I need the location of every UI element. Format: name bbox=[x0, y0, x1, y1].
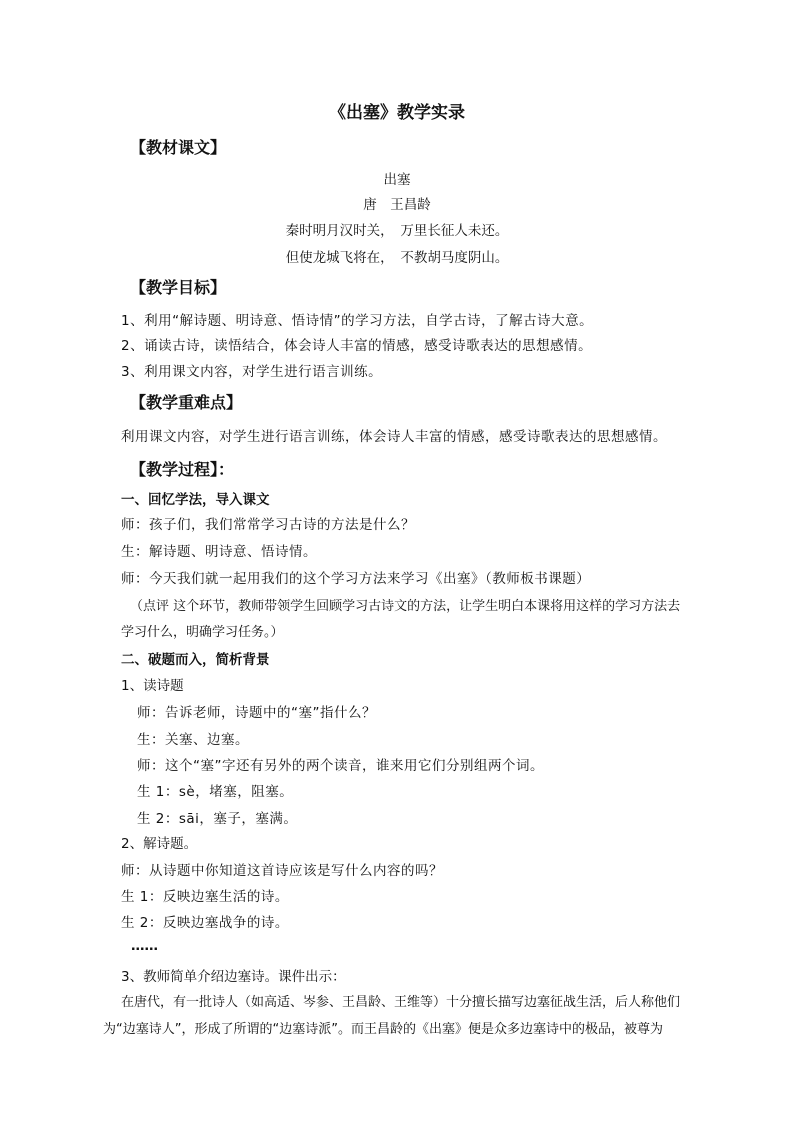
commentary-line: 学习什么，明确学习任务。） bbox=[121, 625, 284, 640]
dialogue-line: 生 1：反映边塞生活的诗。 bbox=[121, 889, 289, 905]
section-heading-key-points: 【教学重难点】 bbox=[130, 393, 243, 412]
dialogue-line: 生 2：反映边塞战争的诗。 bbox=[121, 915, 289, 931]
dialogue-line: 师：这个“塞”字还有另外的两个读音，谁来用它们分别组两个词。 bbox=[137, 758, 544, 774]
goal-item-3: 3、利用课文内容，对学生进行语言训练。 bbox=[121, 364, 383, 380]
dialogue-line: 师：孩子们，我们常常学习古诗的方法是什么？ bbox=[121, 517, 415, 533]
dialogue-line: 生 2：sāi，塞子，塞满。 bbox=[137, 811, 298, 827]
step-heading: 2、解诗题。 bbox=[121, 836, 198, 852]
document-title: 《出塞》教学实录 bbox=[329, 103, 465, 123]
dialogue-line: 生 1：sè，堵塞，阻塞。 bbox=[137, 784, 294, 800]
dialogue-line: 生：关塞、边塞。 bbox=[137, 732, 249, 748]
section-heading-process: 【教学过程】： bbox=[130, 460, 235, 479]
poem-title: 出塞 bbox=[383, 172, 411, 188]
dialogue-line: 生：解诗题、明诗意、悟诗情。 bbox=[121, 544, 317, 560]
part-heading-2: 二、破题而入，简析背景 bbox=[121, 652, 270, 668]
section-heading-textbook: 【教材课文】 bbox=[130, 138, 227, 157]
key-point-text: 利用课文内容，对学生进行语言训练，体会诗人丰富的情感，感受诗歌表达的思想感情。 bbox=[121, 429, 667, 445]
dialogue-line: 师：从诗题中你知道这首诗应该是写什么内容的吗？ bbox=[121, 863, 443, 879]
paragraph-line: 为“边塞诗人”，形成了所谓的“边塞诗派”。而王昌龄的《出塞》便是众多边塞诗中的极品，被尊为 bbox=[103, 1022, 663, 1037]
paragraph-line: 在唐代，有一批诗人（如高适、岑参、王昌龄、王维等）十分擅长描写边塞征战生活，后人称他们 bbox=[121, 995, 681, 1010]
ellipsis: …… bbox=[131, 938, 158, 954]
step-heading: 3、教师简单介绍边塞诗。课件出示： bbox=[121, 969, 346, 985]
dialogue-line: 师：今天我们就一起用我们的这个学习方法来学习《出塞》（教师板书课题） bbox=[121, 571, 591, 587]
commentary-line: （点评 这个环节，教师带领学生回顾学习古诗文的方法，让学生明白本课将用这样的学习方法去 bbox=[130, 599, 681, 614]
step-heading: 1、读诗题 bbox=[121, 678, 184, 694]
part-heading-1: 一、回忆学法，导入课文 bbox=[121, 492, 270, 508]
goal-item-2: 2、诵读古诗，读悟结合，体会诗人丰富的情感，感受诗歌表达的思想感情。 bbox=[121, 338, 593, 354]
goal-item-1: 1、利用“解诗题、明诗意、悟诗情”的学习方法，自学古诗，了解古诗大意。 bbox=[121, 313, 594, 329]
poem-author: 唐 王昌龄 bbox=[363, 197, 431, 213]
poem-line-1: 秦时明月汉时关， 万里长征人未还。 bbox=[285, 223, 509, 239]
section-heading-goals: 【教学目标】 bbox=[130, 278, 227, 297]
poem-line-2: 但使龙城飞将在， 不教胡马度阴山。 bbox=[285, 250, 509, 266]
dialogue-line: 师：告诉老师，诗题中的“塞”指什么？ bbox=[137, 705, 376, 721]
